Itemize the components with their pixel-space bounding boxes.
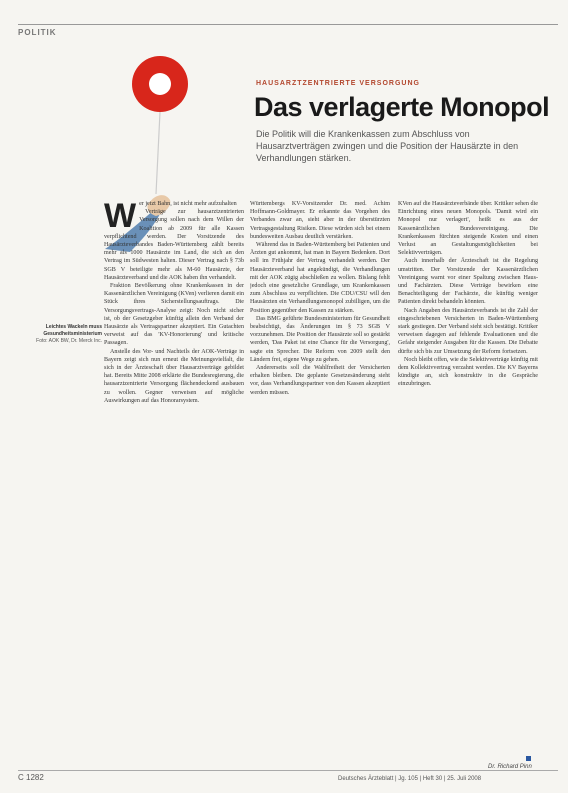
footer-rule: [18, 770, 558, 771]
kicker: HAUSARZTZENTRIERTE VERSORGUNG: [256, 80, 420, 87]
byline: Dr. Richard Pinn: [488, 764, 532, 770]
paragraph: Andererseits soll die Wahlfreiheit der Versicherten erhalten bleiben. Die geplante Gesetzesänderung sieht vor, dass Verhandlungspartner von den Kassen akzeptiert werden müssen.: [250, 365, 390, 396]
publication-info: Deutsches Ärzteblatt | Jg. 105 | Heft 30 | 25. Juli 2008: [338, 776, 482, 782]
paragraph: Nach Angaben des Hausärzteverbands ist die Zahl der eingeschriebenen Versicherten in Baden-Württemberg stark gestiegen. Der Verband sieht sich bestätigt. Kritiker verweisen dagegen auf fehlende Evaluationen und die Gefahr steigender Ausgaben für die Kassen. Die Debatte dürfte sich bis zur Umsetzung der Reform fortsetzen.: [398, 307, 538, 355]
text-column-2: [250, 200, 390, 752]
caption-bold: Leichtes Wackeln muss Gesundheitsministerium: [43, 324, 102, 337]
paragraph: er jetzt Bahn, ist nicht mehr aufzuhalten: [139, 201, 237, 207]
paragraph: KVen auf die Hausärzteverbände über. Kritiker sehen die Einrichtung eines neuen Monopols. 'Damit wird ein Monopol nur verlagert', heißt es aus der Kassenärztlichen Bundesvereinigung. Die Krankenkassen fürchten steigende Kosten und einen Verlust an Gestaltungsmöglichkeiten bei Selektivverträgen.: [398, 201, 538, 257]
paragraph: Anstelle des Vor- und Nachteils der AOK-Verträge in Bayern zeigt sich nun erneut die Meinungsvielfalt, die sich in der Ärzteschaft über Hausarztverträge gebildet hat. Bereits Mitte 2008 erklärte die Bundesregierung, die hausarztzentrierte Versorgung flächendeckend ausbauen zu wollen. Gegner verweisen auf mögliche Auswirkungen auf das Honorarsystem.: [104, 348, 244, 404]
caption-credit: Foto: AOK BW, Dr. Merck Inc.: [36, 338, 102, 344]
page-number: C 1282: [18, 773, 44, 782]
paragraph: Noch bleibt offen, wie die Selektivverträge künftig mit dem Kollektivvertrag verzahnt werden. Die KV Bayerns kündigte an, sich konstruktiv in die Gespräche einzubringen.: [398, 356, 538, 388]
paragraph: Württembergs KV-Vorsitzender Dr. med. Achim Hoffmann-Goldmayer. Er erkannte das Vorgehen des Verbandes zwar an, sieht aber in der überstürzten Vertragsgestaltung Risiken. Diese würden sich bei einem bundesweiten Ausbau deutlich verstärken.: [250, 201, 390, 240]
paragraph: Das BMG geführte Bundesministerium für Gesundheit beabsichtigt, das Änderungen im § 73 SGB V vorzunehmen. Die Position der Hausärzte soll so gestärkt werden, 'Das Paket ist eine Chance für die Versorgung', sagte ein Sprecher. Die Reform von 2009 stellt den Ländern frei, eigene Wege zu gehen.: [250, 315, 390, 363]
headline: Das verlagerte Monopol: [254, 92, 550, 122]
paragraph: Fraktion Bevölkerung ohne Krankenkassen in der Kassenärztlichen Vereinigung (KVen) verlieren damit ein Stück ihres Sicherstellungsauftrags. Die Versorgungsvertrags-Analyse zeigt: Noch nicht sicher ist, ob der Gesetzgeber künftig allein den Verband der Hausärzte als Vertragspartner akzeptiert. Ein Gutachten verweist auf das 'KV-Honorierung' und kritische Passagen.: [104, 283, 244, 347]
drop-cap: W: [104, 200, 137, 235]
section-rule: [18, 24, 558, 37]
photo-caption: [22, 324, 102, 345]
paragraph: Auch innerhalb der Ärzteschaft ist die Regelung umstritten. Der Vorsitzende der Kassenärztlichen Vereinigung warnt vor einer Spaltung zwischen Haus- und Fachärzten. Diese Verträge bewirken eine Benachteiligung der Fachärzte, die künftig weniger Patienten direkt behandeln könnten.: [398, 258, 538, 306]
end-mark: [526, 756, 531, 761]
text-column-1: [104, 200, 244, 752]
subhead: Die Politik will die Krankenkassen zum Abschluss von Hausarztverträgen zwingen und die Position der Hausärzte in den Verhandlungen stärken.: [256, 129, 519, 163]
paragraph: Während das in Baden-Württemberg bei Patienten und Ärzten gut ankommt, hat man in Bayern Bedenken. Dort soll im Frühjahr der Vertrag verhandelt werden. Der Hausärzteverband hat angekündigt, die Verhandlungen mit der AOK zügig abschließen zu wollen. Bislang fehlt jedoch eine gesetzliche Grundlage, um Krankenkassen zum Abschluss zu verpflichten. Die CDU/CSU will den Hausärzten ein Verhandlungsmonopol zubilligen, um die Position gegenüber den Kassen zu stärken.: [250, 242, 390, 314]
section-label: POLITIK: [18, 28, 57, 37]
paragraph: Verträge zur hausarztzentrierten Versorgung sollen nach dem Willen der Koalition ab 2009 für alle Kassen verpflichtend werden. Der Vorsitzende des Hausärzteverbandes Baden-Württemberg zählt bereits mehr als 1000 Hausärzte im Land, die sich an den Vertrag im Südwesten halten. Dieser Vertrag nach § 73b SGB V beteiligte mehr als M-60 Hausärzte, der Hausärzteverband und die AOK haben ihn verhandelt.: [104, 209, 244, 281]
text-column-3: [398, 200, 538, 752]
